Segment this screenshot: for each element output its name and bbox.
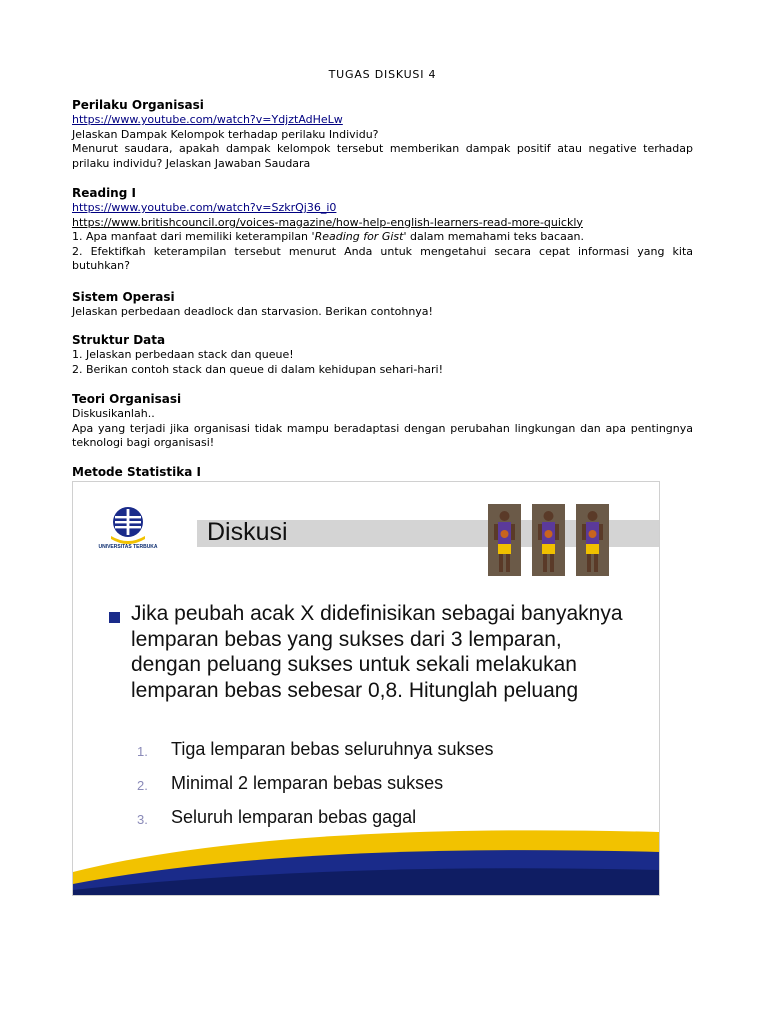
section-struktur-data — [72, 333, 693, 377]
question-text: ' dalam memahami teks bacaan. — [403, 230, 585, 244]
question-line: Diskusikanlah.. — [72, 407, 155, 420]
logo-label: UNIVERSITAS TERBUKA — [98, 544, 158, 550]
document-title: TUGAS DISKUSI 4 — [328, 68, 437, 81]
basketball-player-photo — [532, 504, 565, 576]
slide-title: Diskusi — [207, 518, 288, 546]
diskusi-slide — [72, 481, 660, 896]
question-line — [72, 230, 693, 245]
section-metode-statistika — [72, 465, 693, 480]
item-number: 3. — [137, 812, 148, 827]
section-heading: Teori Organisasi — [72, 392, 182, 406]
question-line: 1. Jelaskan perbedaan stack dan queue! — [72, 348, 294, 361]
section-perilaku-organisasi — [72, 98, 693, 171]
section-heading: Reading I — [72, 186, 136, 200]
section-heading: Perilaku Organisasi — [72, 98, 204, 112]
section-heading: Sistem Operasi — [72, 290, 175, 304]
section-reading — [72, 186, 693, 274]
question-italic: Reading for Gist — [314, 230, 404, 244]
item-text: Tiga lemparan bebas seluruhnya sukses — [171, 739, 494, 759]
section-teori-organisasi — [72, 392, 693, 451]
item-text: Seluruh lemparan bebas gagal — [171, 807, 417, 827]
slide-wave-decoration — [73, 802, 659, 895]
question-line: Apa yang terjadi jika organisasi tidak mampu beradaptasi dengan perubahan lingkungan dan apa pentingnya teknologi bagi organisasi! — [72, 421, 693, 450]
youtube-link[interactable]: https://www.youtube.com/watch?v=YdjztAdHeLw — [72, 113, 343, 126]
slide-bullet-text: Jika peubah acak X didefinisikan sebagai banyaknya lemparan bebas yang sukses dari 3 lemparan, dengan peluang sukses untuk sekali melakukan lemparan bebas sebesar 0,8. Hitunglah peluang — [131, 602, 623, 702]
item-number: 1. — [137, 744, 148, 759]
bullet-square — [109, 612, 120, 623]
question-line: Jelaskan Dampak Kelompok terhadap perilaku Individu? — [72, 127, 379, 141]
question-line: 2. Efektifkah keterampilan tersebut menurut Anda untuk mengetahui secara cepat informasi yang kita butuhkan? — [72, 244, 693, 273]
question-line: 2. Berikan contoh stack dan queue di dalam kehidupan sehari-hari! — [72, 362, 444, 376]
britishcouncil-link[interactable]: https://www.britishcouncil.org/voices-magazine/how-help-english-learners-read-more-quickly — [72, 215, 583, 229]
item-number: 2. — [137, 778, 148, 793]
question-line: Menurut saudara, apakah dampak kelompok tersebut memberikan dampak positif atau negative terhadap prilaku individu? Jelaskan Jawaban Saudara — [72, 142, 693, 170]
section-heading: Metode Statistika I — [72, 465, 202, 479]
question-text: 1. Apa manfaat dari memiliki keterampilan ' — [72, 230, 315, 244]
basketball-player-photo — [576, 504, 609, 576]
basketball-player-photo — [488, 504, 521, 576]
item-text: Minimal 2 lemparan bebas sukses — [171, 773, 444, 793]
youtube-link[interactable]: https://www.youtube.com/watch?v=SzkrQj36_i0 — [72, 201, 337, 214]
question-line: Jelaskan perbedaan deadlock dan starvasion. Berikan contohnya! — [72, 305, 433, 318]
section-heading: Struktur Data — [72, 333, 166, 347]
section-sistem-operasi — [72, 290, 693, 320]
